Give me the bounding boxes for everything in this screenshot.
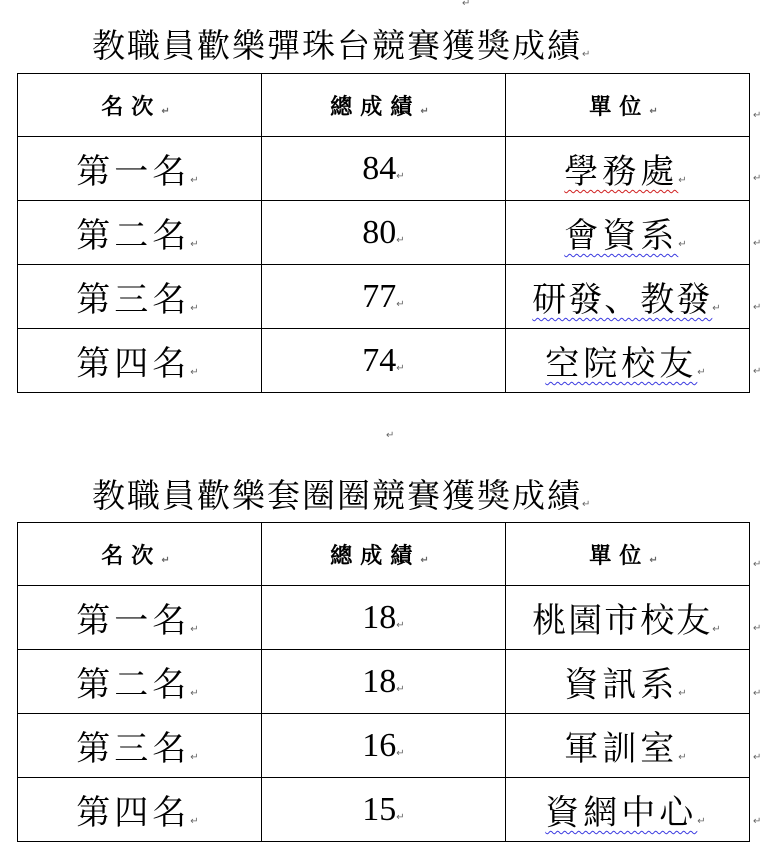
table-row [18,137,750,201]
results-table-pinball [17,73,750,393]
score-cell: 84↵ [262,137,506,201]
row-end-mark: ↵ [753,110,762,121]
table-header-row [18,523,750,586]
results-table-ring-toss [17,522,750,842]
row-end-mark: ↵ [753,302,762,313]
rank-cell: 第三名↵ [18,714,262,778]
header-rank: 名次↵ [18,74,262,137]
row-end-mark: ↵ [753,238,762,249]
rank-cell: 第三名↵ [18,265,262,329]
unit-cell: 會資系↵ [506,201,750,265]
header-score: 總成績↵ [262,74,506,137]
table-row [18,201,750,265]
table-row [18,586,750,650]
row-end-mark: ↵ [753,559,762,570]
score-cell: 77↵ [262,265,506,329]
score-cell: 15↵ [262,778,506,842]
unit-cell: 資訊系↵ [506,650,750,714]
table-row [18,714,750,778]
header-unit: 單位↵ [506,74,750,137]
header-score: 總成績↵ [262,523,506,586]
row-end-mark: ↵ [753,623,762,634]
rank-cell: 第二名↵ [18,650,262,714]
rank-cell: 第四名↵ [18,778,262,842]
score-cell: 74↵ [262,329,506,393]
row-end-mark: ↵ [753,366,762,377]
unit-cell: 學務處↵ [506,137,750,201]
rank-cell: 第二名↵ [18,201,262,265]
row-end-mark: ↵ [753,688,762,699]
table-header-row [18,74,750,137]
table-row [18,650,750,714]
unit-cell: 桃園市校友↵ [506,586,750,650]
paragraph-mark: ↵ [386,430,395,441]
table-row [18,265,750,329]
header-unit: 單位↵ [506,523,750,586]
score-cell: 18↵ [262,650,506,714]
unit-cell: 空院校友↵ [506,329,750,393]
table-row [18,329,750,393]
score-cell: 16↵ [262,714,506,778]
score-cell: 80↵ [262,201,506,265]
paragraph-mark: ↵ [462,0,471,9]
unit-cell: 軍訓室↵ [506,714,750,778]
table-row [18,778,750,842]
row-end-mark: ↵ [753,173,762,184]
unit-cell: 資網中心↵ [506,778,750,842]
unit-cell: 研發、教發↵ [506,265,750,329]
row-end-mark: ↵ [753,752,762,763]
rank-cell: 第一名↵ [18,586,262,650]
header-rank: 名次↵ [18,523,262,586]
row-end-mark: ↵ [753,816,762,827]
score-cell: 18↵ [262,586,506,650]
rank-cell: 第四名↵ [18,329,262,393]
rank-cell: 第一名↵ [18,137,262,201]
